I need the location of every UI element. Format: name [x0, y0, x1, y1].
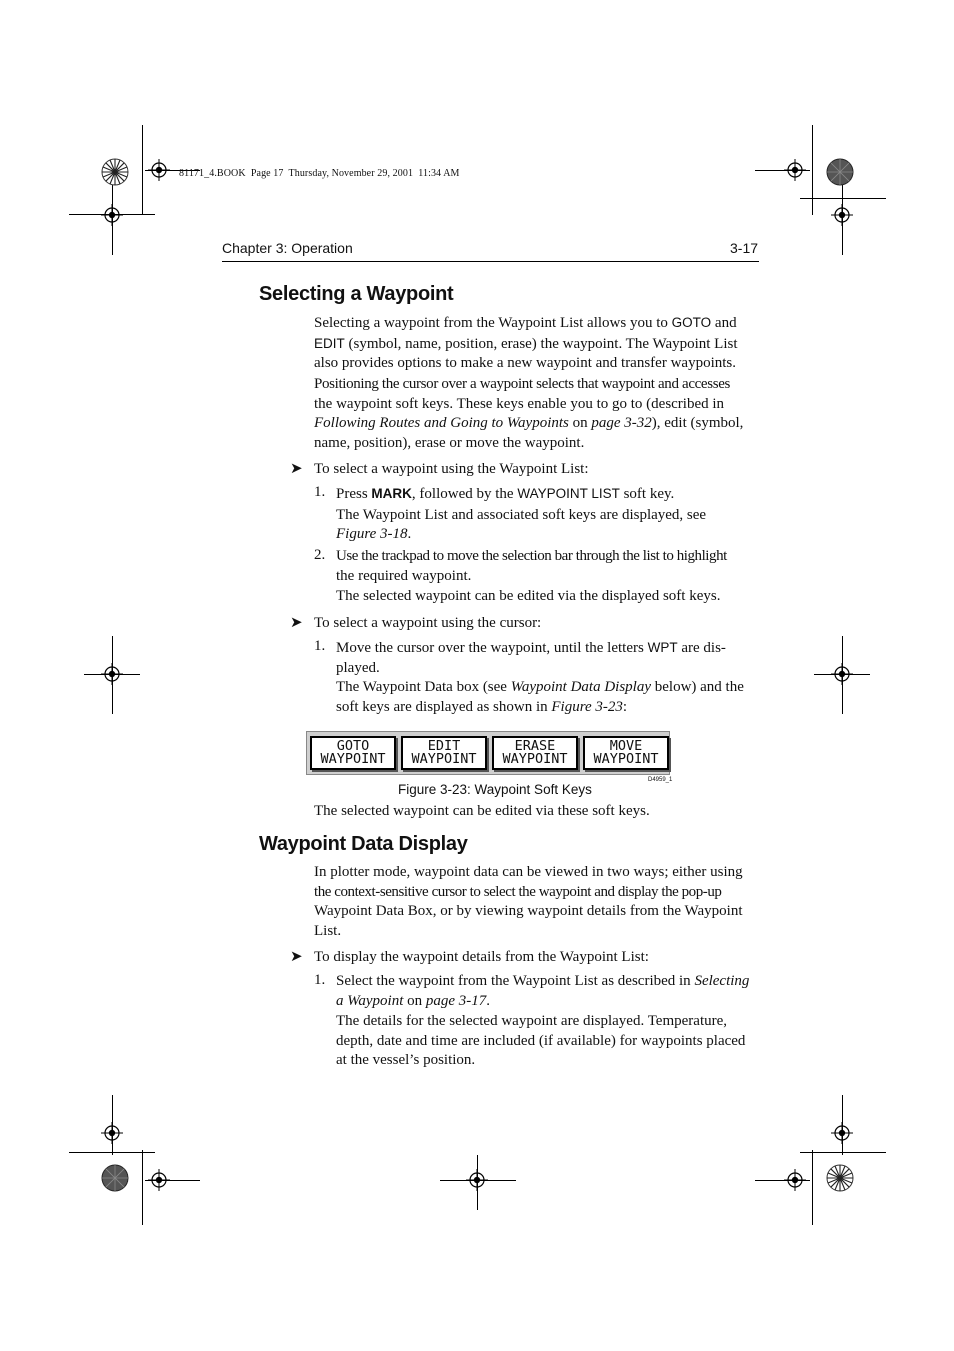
softkey-goto-waypoint	[310, 736, 396, 770]
procedure-intro: To select a waypoint using the Waypoint List:	[314, 461, 589, 477]
text: on	[568, 415, 592, 431]
text: at the vessel’s position.	[336, 1052, 476, 1068]
softkey-edit-waypoint	[401, 736, 487, 770]
text: and	[711, 315, 737, 331]
text: Use the trackpad to move the selection bar through the list to highlight	[336, 548, 727, 564]
keyword-goto: GOTO	[671, 315, 712, 330]
text: The Waypoint Data box (see	[336, 679, 511, 695]
text: are dis-	[677, 640, 726, 656]
section-title-waypoint-data-display: Waypoint Data Display	[259, 833, 468, 855]
running-head-page-number: 3-17	[730, 240, 759, 256]
section-title-selecting-waypoint: Selecting a Waypoint	[259, 283, 454, 305]
registration-target-icon	[101, 663, 123, 685]
step-text	[336, 547, 766, 607]
text: Positioning the cursor over a waypoint selects that waypoint and accesses	[314, 376, 731, 392]
step-text	[336, 484, 766, 545]
text: name, position), erase or move the waypoint.	[314, 434, 585, 451]
key-mark: MARK	[371, 486, 412, 501]
softkey-label: WAYPOINT	[411, 751, 477, 767]
text: below) and the	[651, 679, 744, 695]
file-info-slug: 81171_4.BOOK Page 17 Thursday, November 29, 2001 11:34 AM	[179, 168, 460, 179]
softkey-label: MOVE	[609, 738, 643, 754]
cross-reference-title: Selecting	[694, 973, 750, 989]
procedure-arrow-icon: ➤	[290, 947, 303, 965]
text: ), edit (symbol,	[651, 415, 744, 431]
cross-reference-title: a Waypoint	[336, 992, 404, 1009]
softkey-erase-waypoint	[492, 736, 578, 770]
keyword-wpt: WPT	[647, 640, 678, 655]
waypoint-softkeys-figure	[306, 731, 670, 775]
registration-target-icon	[784, 159, 806, 181]
paragraph-cursor-positioning	[314, 375, 764, 453]
paragraph-plotter-mode	[314, 863, 764, 941]
cross-reference-title: Following Routes and Going to Waypoints	[314, 415, 569, 431]
registration-target-icon	[784, 1169, 806, 1191]
running-head-chapter: Chapter 3: Operation	[222, 240, 353, 256]
text: on	[403, 992, 426, 1009]
figure-reference: Figure 3-23	[551, 698, 623, 715]
softkey-label: EDIT	[427, 738, 461, 754]
text: Waypoint Data Box, or by viewing waypoint details from the Waypoint	[314, 903, 743, 919]
softkey-label: GOTO	[336, 738, 370, 754]
registration-target-icon	[831, 1122, 853, 1144]
text: Select the waypoint from the Waypoint List as described in	[336, 973, 695, 989]
text: In plotter mode, waypoint data can be viewed in two ways; either using	[314, 864, 743, 880]
text: played.	[336, 659, 380, 676]
step-number: 1.	[314, 484, 326, 500]
procedure-intro: To select a waypoint using the cursor:	[314, 615, 542, 631]
page-reference: page 3-17	[425, 992, 487, 1009]
text: :	[622, 698, 628, 715]
text: List.	[314, 922, 342, 939]
text: Move the cursor over the waypoint, until the letters	[336, 640, 648, 656]
sunburst-mark-icon	[826, 158, 854, 186]
step-text	[336, 972, 766, 1071]
text: The Waypoint List and associated soft keys are displayed, see	[336, 506, 707, 523]
registration-target-icon	[148, 159, 170, 181]
sunburst-mark-icon	[826, 1164, 854, 1192]
procedure-arrow-icon: ➤	[290, 613, 303, 631]
text: depth, date and time are included (if available) for waypoints placed	[336, 1032, 746, 1049]
procedure-intro: To display the waypoint details from the Waypoint List:	[314, 949, 649, 965]
step-number: 2.	[314, 547, 326, 563]
page-reference: page 3-32	[591, 415, 652, 431]
text: Selecting a waypoint from the Waypoint List allows you to	[314, 315, 672, 331]
registration-target-icon	[148, 1169, 170, 1191]
paragraph-after-figure: The selected waypoint can be edited via these soft keys.	[314, 803, 650, 819]
softkey-label: WAYPOINT	[502, 751, 568, 767]
figure-reference: Figure 3-18	[336, 526, 408, 542]
softkey-label: WAYPOINT	[593, 751, 659, 767]
registration-target-icon	[101, 1122, 123, 1144]
figure-caption: Figure 3-23: Waypoint Soft Keys	[398, 782, 592, 797]
paragraph-intro	[314, 313, 764, 374]
figure-reference-code: D4959_1	[648, 777, 673, 783]
softkey-label: WAYPOINT	[320, 751, 386, 767]
text: soft keys are displayed as shown in	[336, 698, 552, 715]
registration-target-icon	[831, 204, 853, 226]
text: the required waypoint.	[336, 567, 472, 584]
text: The details for the selected waypoint are displayed. Temperature,	[336, 1013, 728, 1029]
text: .	[407, 526, 412, 542]
text: .	[486, 992, 491, 1009]
softkey-waypoint-list: WAYPOINT LIST	[517, 486, 620, 501]
registration-target-icon	[466, 1169, 488, 1191]
sunburst-mark-icon	[101, 158, 129, 186]
text: The selected waypoint can be edited via the displayed soft keys.	[336, 588, 721, 604]
procedure-arrow-icon: ➤	[290, 459, 303, 477]
text: the context-sensitive cursor to select the waypoint and display the pop-up	[314, 883, 722, 900]
keyword-edit: EDIT	[314, 335, 345, 351]
step-number: 1.	[314, 972, 326, 988]
registration-target-icon	[101, 204, 123, 226]
sunburst-mark-icon	[101, 1164, 129, 1192]
softkey-label: ERASE	[514, 738, 556, 754]
text: also provides options to make a new waypoint and transfer waypoints.	[314, 355, 736, 371]
text: (symbol, name, position, erase) the waypoint. The Waypoint List	[344, 335, 738, 352]
text: Press	[336, 486, 372, 502]
step-number: 1.	[314, 638, 326, 654]
step-text	[336, 638, 766, 717]
cross-reference-title: Waypoint Data Display	[510, 679, 651, 695]
registration-target-icon	[831, 663, 853, 685]
text: the waypoint soft keys. These keys enable you to go to (described in	[314, 395, 725, 412]
header-rule	[222, 261, 759, 262]
softkey-move-waypoint	[583, 736, 669, 770]
text: soft key.	[619, 486, 675, 502]
text: , followed by the	[411, 486, 518, 502]
